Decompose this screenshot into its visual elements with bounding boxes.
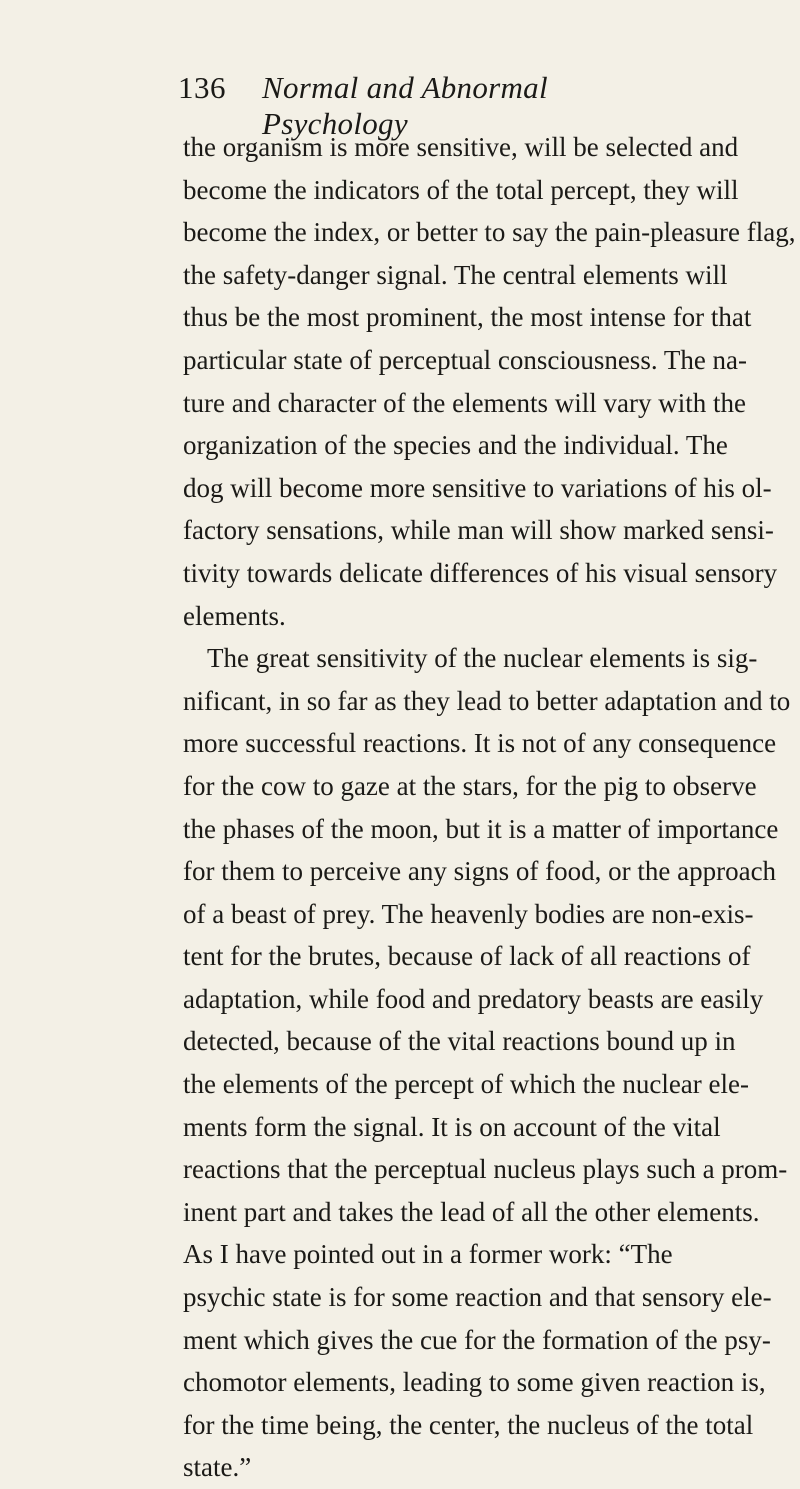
text-line: particular state of perceptual consciousness. The na- bbox=[183, 344, 748, 375]
text-line: ment which gives the cue for the formation of the psy- bbox=[183, 1324, 771, 1355]
text-line: ture and character of the elements will vary with the bbox=[183, 387, 747, 418]
text-line: factory sensations, while man will show marked sensi- bbox=[183, 515, 774, 546]
body-text bbox=[183, 126, 796, 1489]
text-line: tent for the brutes, because of lack of all reactions of bbox=[183, 941, 751, 972]
text-line: psychic state is for some reaction and that sensory ele- bbox=[183, 1282, 772, 1313]
text-line: become the index, or better to say the pain-pleasure flag, bbox=[183, 217, 796, 248]
text-line: As I have pointed out in a former work: “The bbox=[183, 1239, 673, 1270]
text-line: more successful reactions. It is not of any consequence bbox=[183, 728, 777, 759]
text-line: the elements of the percept of which the nuclear ele- bbox=[183, 1069, 749, 1100]
text-line: ments form the signal. It is on account of the vital bbox=[183, 1111, 721, 1142]
text-line: become the indicators of the total percept, they will bbox=[183, 174, 739, 205]
text-line: the phases of the moon, but it is a matter of importance bbox=[183, 813, 779, 844]
text-line: nificant, in so far as they lead to better adaptation and to bbox=[183, 685, 791, 716]
text-line: reactions that the perceptual nucleus plays such a prom- bbox=[183, 1154, 788, 1185]
text-line: for the cow to gaze at the stars, for the pig to observe bbox=[183, 770, 757, 801]
text-line: the organism is more sensitive, will be selected and bbox=[183, 132, 739, 162]
text-line: detected, because of the vital reactions bound up in bbox=[183, 1026, 736, 1057]
text-line: inent part and takes the lead of all the other elements. bbox=[183, 1196, 760, 1227]
text-line: organization of the species and the individual. The bbox=[183, 430, 728, 461]
page-number: 136 bbox=[178, 70, 226, 105]
running-title: Normal and Abnormal Psychology bbox=[262, 70, 548, 141]
text-line: The great sensitivity of the nuclear elements is sig- bbox=[207, 643, 758, 674]
text-line: dog will become more sensitive to variations of his ol- bbox=[183, 472, 772, 503]
text-line: elements. bbox=[183, 600, 286, 631]
text-line: state.” bbox=[183, 1452, 252, 1483]
text-line: tivity towards delicate differences of his visual sensory bbox=[183, 557, 778, 588]
text-line: chomotor elements, leading to some given reaction is, bbox=[183, 1367, 766, 1398]
text-line: of a beast of prey. The heavenly bodies are non-exis- bbox=[183, 898, 754, 929]
text-line: the safety-danger signal. The central elements will bbox=[183, 259, 728, 290]
text-line: thus be the most prominent, the most intense for that bbox=[183, 302, 752, 333]
text-line: for them to perceive any signs of food, or the approach bbox=[183, 856, 777, 887]
text-line: for the time being, the center, the nucleus of the total bbox=[183, 1409, 754, 1440]
running-head bbox=[178, 70, 638, 141]
text-line: adaptation, while food and predatory beasts are easily bbox=[183, 983, 764, 1014]
